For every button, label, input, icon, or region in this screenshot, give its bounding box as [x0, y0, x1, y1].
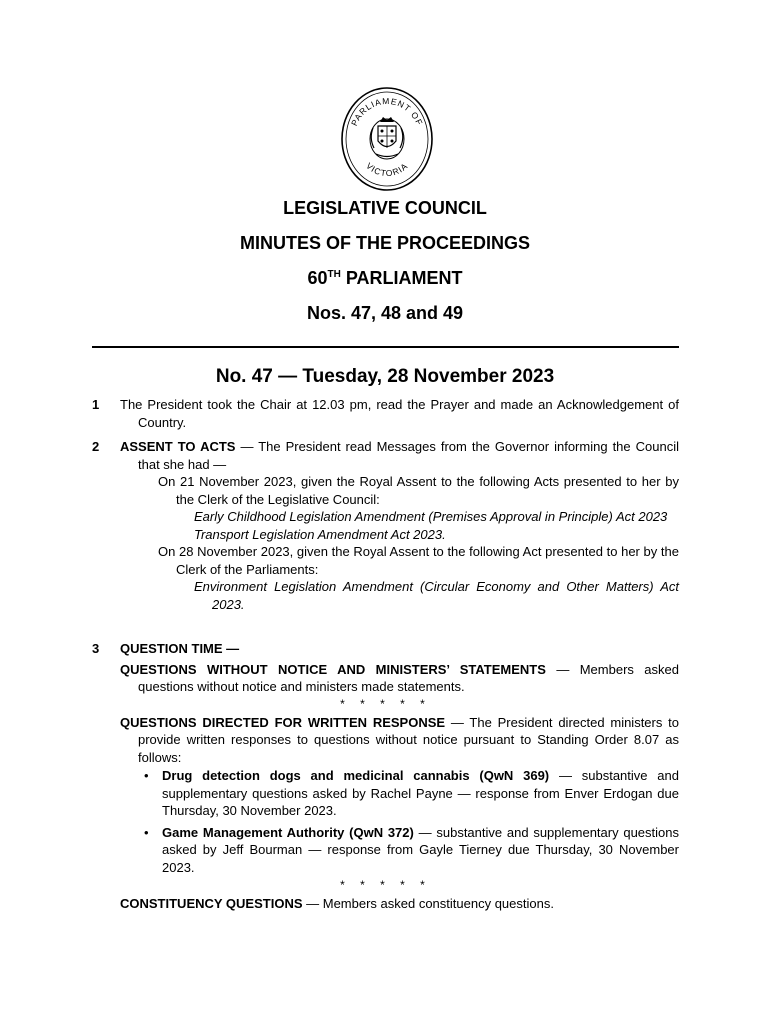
svg-text:VICTORIA: [364, 161, 410, 179]
seal-text-top: PARLIAMENT OF: [349, 95, 425, 128]
day-heading: No. 47 — Tuesday, 28 November 2023: [215, 366, 555, 387]
minute-item-3: [92, 640, 679, 913]
bullet-icon: •: [144, 824, 149, 840]
written-response-heading: QUESTIONS DIRECTED FOR WRITTEN RESPONSE: [120, 714, 446, 730]
parliament-number-value: 60: [307, 268, 328, 288]
minute-item-2: [92, 438, 679, 613]
bullet-list: [120, 767, 679, 876]
written-response-text: — The President directed ministers to provide written responses to questions without notice pursuant to Standing Order 8.07 as follows:: [138, 714, 680, 765]
assent-intro: [120, 438, 679, 473]
bullet-heading: Game Management Authority (QwN 372): [162, 824, 414, 840]
qwn-text: — Members asked questions without notice and ministers made statements.: [138, 661, 679, 694]
assent-message-2: On 28 November 2023, given the Royal Assent to the following Act presented to her by the Clerk of the Parliaments:: [158, 544, 679, 577]
constituency-heading: CONSTITUENCY QUESTIONS: [120, 896, 303, 911]
item-number: 2: [92, 439, 100, 454]
item-number: 3: [92, 641, 100, 656]
constituency-questions: [120, 895, 679, 913]
minute-item-1: [92, 396, 679, 431]
document-title: MINUTES OF THE PROCEEDINGS: [239, 233, 531, 253]
seal-text-bottom: VICTORIA: [364, 160, 410, 179]
section-separator: * * * * *: [340, 878, 431, 892]
written-response-questions: [120, 714, 679, 767]
bullet-text: — substantive and supplementary questions asked by Rachel Payne — response from Enver Erdogan due Thursday, 30 November 2023.: [162, 768, 680, 818]
constituency-text: — Members asked constituency questions.: [302, 896, 554, 911]
item-text: The President took the Chair at 12.03 pm, read the Prayer and made an Acknowledgement of Country.: [120, 397, 679, 430]
header-divider: [92, 346, 679, 348]
list-item: [144, 767, 679, 820]
parliament-number: [0, 268, 770, 289]
bullet-icon: •: [144, 768, 149, 783]
section-separator: * * * * *: [340, 696, 431, 711]
item-number: 1: [92, 397, 100, 412]
parliament-label: PARLIAMENT: [340, 268, 463, 288]
bullet-heading: Drug detection dogs and medicinal cannabis (QwN 369): [162, 768, 550, 783]
question-time-heading: QUESTION TIME —: [120, 641, 240, 656]
svg-text:PARLIAMENT OF: [349, 96, 425, 127]
list-item: [144, 824, 679, 877]
qwn-heading: QUESTIONS WITHOUT NOTICE AND MINISTERS’ STATEMENTS: [120, 661, 546, 677]
chamber-title: LEGISLATIVE COUNCIL: [283, 198, 487, 218]
parliament-seal-icon: [340, 86, 434, 192]
act-title-1: Early Childhood Legislation Amendment (Premises Approval in Principle) Act 2023: [194, 509, 668, 524]
bullet-text: — substantive and supplementary questions asked by Jeff Bourman — response from Gayle Tierney due Thursday, 30 November 2023.: [162, 824, 679, 875]
assent-message-1: On 21 November 2023, given the Royal Assent to the following Acts presented to her by the Clerk of the Legislative Council:: [158, 474, 679, 507]
parliament-number-suffix: TH: [327, 269, 341, 280]
minutes-numbers: Nos. 47, 48 and 49: [306, 303, 464, 323]
act-title-2: Transport Legislation Amendment Act 2023.: [194, 526, 446, 542]
assent-heading: ASSENT TO ACTS: [120, 439, 236, 454]
assent-intro-text: — The President read Messages from the Governor informing the Council that she had —: [138, 439, 679, 472]
act-title-3: Environment Legislation Amendment (Circular Economy and Other Matters) Act 2023.: [194, 579, 679, 612]
questions-without-notice: [120, 661, 679, 696]
